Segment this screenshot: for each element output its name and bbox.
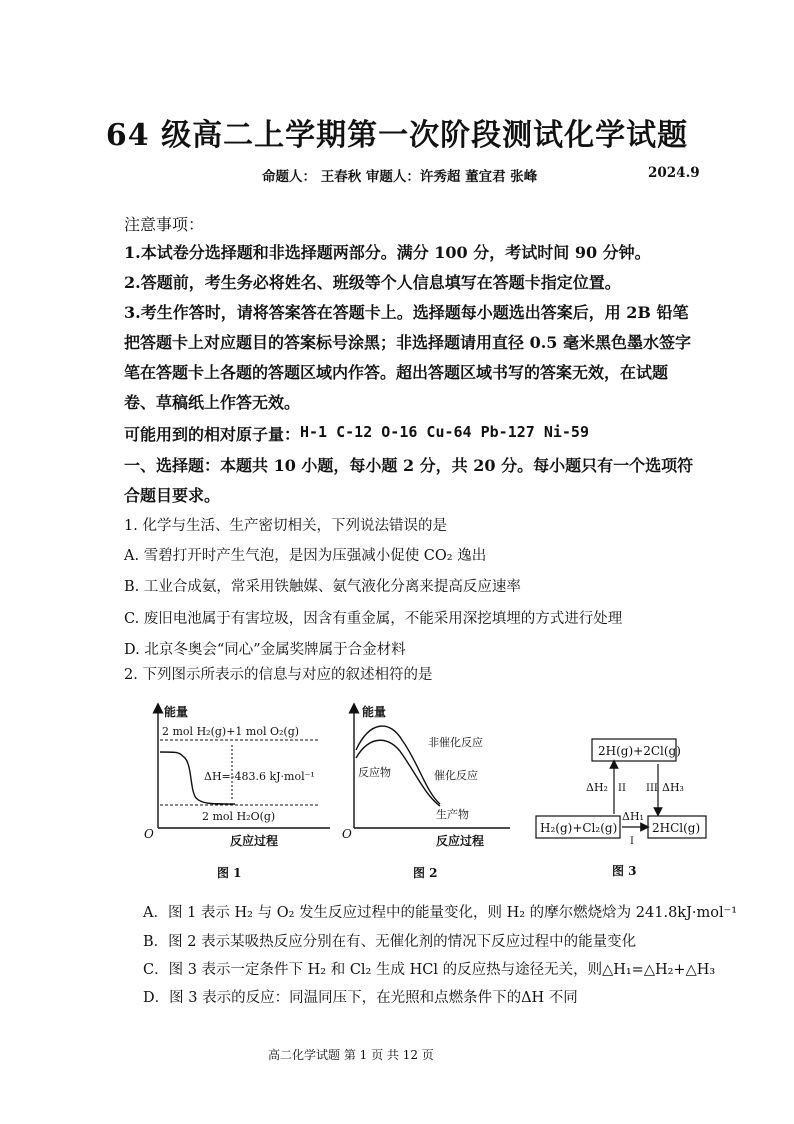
q1-option-c: C. 废旧电池属于有害垃圾，因含有重金属，不能采用深挖填埋的方式进行处理 [124,611,623,627]
notice-line-4: 把答题卡上对应题目的答案标号涂黑；非选择题请用直径 0.5 毫米黑色墨水签字 [124,333,691,352]
exam-byline: 命题人： 王春秋 审题人：许秀超 董宜君 张峰 [262,169,538,185]
figure-3-diagram [532,736,722,848]
fig2-origin: O [342,827,352,841]
figure-3-caption: 图 3 [612,864,637,878]
fig2-products-label: 生产物 [436,808,469,821]
q1-stem: 1. 化学与生活、生产密切相关，下列说法错误的是 [124,518,447,534]
page-footer: 高二化学试题 第 1 页 共 12 页 [268,1048,434,1062]
fig3-left-box-label: H₂(g)+Cl₂(g) [540,821,618,835]
fig1-origin: O [144,827,154,841]
notice-line-2: 2.答题前，考生务必将姓名、班级等个人信息填写在答题卡指定位置。 [124,273,621,292]
notice-line-5: 笔在答题卡上各题的答题区域内作答。超出答题区域书写的答案无效，在试题 [124,363,669,382]
fig1-top-level-label: 2 mol H₂(g)+1 mol O₂(g) [162,725,300,738]
notice-heading: 注意事项： [124,215,205,234]
fig3-top-box-label: 2H(g)+2Cl(g) [598,744,681,758]
fig2-catalyzed-label: 催化反应 [434,769,478,782]
atomic-mass-label: 可能用到的相对原子量： [124,425,301,444]
figure-1-caption: 图 1 [217,866,242,880]
fig3-dh1-label: ΔH₁ [622,810,644,823]
fig2-y-label: 能量 [362,705,387,719]
q2-stem: 2. 下列图示所表示的信息与对应的叙述相符的是 [124,667,433,683]
figure-1-diagram [140,700,340,850]
fig3-roman-ii: II [618,783,626,794]
fig3-roman-i: I [630,836,634,847]
fig3-dh2-label: ΔH₂ [586,781,608,794]
section-heading-line-2: 合题目要求。 [124,486,221,505]
q2-option-b: B．图 2 表示某吸热反应分别在有、无催化剂的情况下反应过程中的能量变化 [143,934,637,950]
exam-title: 64 级高二上学期第一次阶段测试化学试题 [105,118,689,153]
fig2-x-label: 反应过程 [436,834,485,848]
fig3-right-box-label: 2HCl(g) [652,821,701,835]
notice-line-1: 1.本试卷分选择题和非选择题两部分。满分 100 分，考试时间 90 分钟。 [124,243,651,262]
fig2-uncatalyzed-label: 非催化反应 [428,736,483,749]
fig1-y-label: 能量 [164,705,189,719]
q2-option-d: D．图 3 表示的反应：同温同压下，在光照和点燃条件下的ΔH 不同 [143,990,578,1006]
q1-option-a: A. 雪碧打开时产生气泡，是因为压强减小促使 CO₂ 逸出 [124,548,487,564]
atomic-mass-values: H-1 C-12 O-16 Cu-64 Pb-127 Ni-59 [300,423,589,441]
q2-option-a: A．图 1 表示 H₂ 与 O₂ 发生反应过程中的能量变化，则 H₂ 的摩尔燃烧焓为 241.8kJ·mol⁻¹ [143,905,738,921]
figure-2-diagram [340,700,520,850]
fig2-reactants-label: 反应物 [358,766,391,779]
notice-line-3: 3.考生作答时，请将答案答在答题卡上。选择题每小题选出答案后，用 2B 铅笔 [124,303,689,322]
fig1-delta-label: ΔH=-483.6 kJ·mol⁻¹ [204,770,315,783]
fig1-bottom-level-label: 2 mol H₂O(g) [202,810,276,823]
exam-date: 2024.9 [648,165,700,181]
section-heading-line-1: 一、选择题：本题共 10 小题，每小题 2 分，共 20 分。每小题只有一个选项符 [124,456,694,475]
fig3-roman-iii: III [646,783,658,794]
q1-option-d: D. 北京冬奥会“同心”金属奖牌属于合金材料 [124,642,406,658]
fig3-dh3-label: ΔH₃ [662,781,684,794]
notice-line-6: 卷、草稿纸上作答无效。 [124,393,301,412]
q1-option-b: B. 工业合成氨，常采用铁触媒、氨气液化分离来提高反应速率 [124,579,521,595]
q2-option-c: C．图 3 表示一定条件下 H₂ 和 Cl₂ 生成 HCl 的反应热与途径无关，则△H₁=△H₂+△H₃ [143,962,716,978]
figure-2-caption: 图 2 [413,866,438,880]
fig1-x-label: 反应过程 [230,834,279,848]
